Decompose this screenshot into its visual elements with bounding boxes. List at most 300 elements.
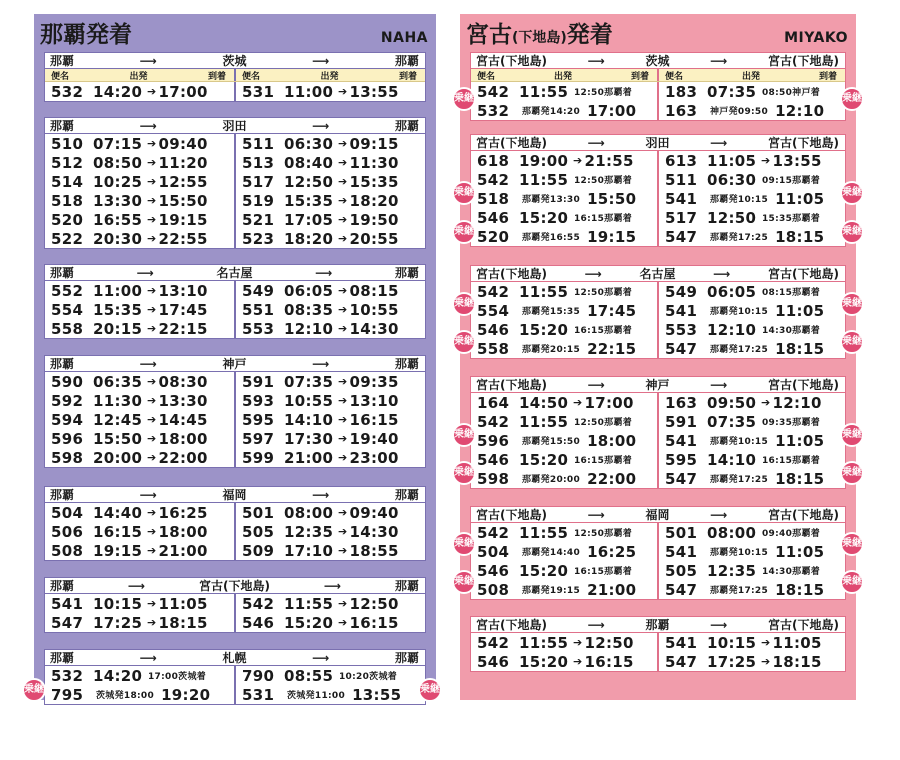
- departure-time: 11:55: [519, 82, 569, 101]
- flight-entry: [657, 542, 845, 561]
- arrow-icon: ➔: [338, 597, 348, 610]
- departure-time: 20:00: [93, 448, 143, 467]
- route-arrow: ⟶: [710, 135, 728, 150]
- arrow-icon: ➔: [338, 303, 348, 316]
- arrow-icon: ➔: [761, 154, 771, 167]
- transfer-badge: 乗継: [840, 461, 864, 485]
- route-return: 宮古(下地島): [768, 54, 840, 68]
- flight-entry: [471, 561, 657, 580]
- connection-note: 16:15那覇着: [574, 567, 633, 577]
- arrow-icon: ➔: [147, 525, 157, 538]
- arrival-time: 18:00: [158, 429, 208, 448]
- flight-number: 596: [51, 429, 84, 448]
- connection-note: 那覇発17:25: [710, 475, 769, 485]
- timetable-row: [471, 82, 845, 101]
- arrow-icon: ➔: [761, 636, 771, 649]
- flight-entry: [657, 339, 845, 358]
- transfer-badge: 乗継: [840, 87, 864, 111]
- departure-time: 08:00: [284, 503, 334, 522]
- connection-note: 那覇発19:15: [522, 586, 581, 596]
- connection-note: 神戸発09:50: [710, 107, 769, 117]
- route-destination: 茨城: [645, 54, 670, 68]
- departure-time: 17:30: [284, 429, 334, 448]
- flight-number: 542: [477, 523, 510, 542]
- flight-entry: [471, 542, 657, 561]
- flight-entry: [471, 208, 657, 227]
- route-arrow: ⟶: [139, 487, 157, 502]
- arrow-icon: ➔: [338, 137, 348, 150]
- departure-time: 11:55: [519, 523, 569, 542]
- flight-number: 598: [51, 448, 84, 467]
- column-header-group: [234, 69, 425, 81]
- arrival-time: 13:10: [158, 281, 208, 300]
- route-block: [44, 52, 426, 102]
- departure-time: 15:20: [519, 652, 569, 671]
- timetable-row: [45, 281, 425, 300]
- arrival-time: 11:05: [775, 189, 825, 208]
- departure-time: 08:40: [284, 153, 334, 172]
- departure-time: 16:55: [93, 210, 143, 229]
- timetable-row: [45, 372, 425, 391]
- flight-number: 547: [51, 613, 84, 632]
- flight-number: 504: [51, 503, 84, 522]
- departure-time: 17:25: [93, 613, 143, 632]
- route-arrow: ⟶: [587, 507, 605, 522]
- departure-time: 14:40: [93, 503, 143, 522]
- route-destination: 福岡: [645, 508, 670, 522]
- flight-entry: [471, 227, 657, 246]
- arrow-icon: ➔: [338, 85, 348, 98]
- flight-entry: [471, 282, 657, 301]
- arrival-time: 18:55: [349, 541, 399, 560]
- arrow-icon: ➔: [338, 375, 348, 388]
- arrival-time: 18:15: [775, 469, 825, 488]
- transfer-badge: 乗継: [452, 532, 476, 556]
- flight-entry: [471, 523, 657, 542]
- arrival-time: 16:15: [349, 410, 399, 429]
- naha-code: NAHA: [380, 30, 428, 46]
- flight-number: 546: [477, 450, 510, 469]
- departure-time: 09:50: [707, 393, 757, 412]
- arrival-time: 22:15: [158, 319, 208, 338]
- flight-entry: [45, 229, 234, 248]
- arrival-time: 18:15: [158, 613, 208, 632]
- arrival-time: 12:50: [349, 594, 399, 613]
- connection-note: 14:30那覇着: [762, 567, 821, 577]
- route-destination: 神戸: [222, 357, 247, 371]
- flight-number: 553: [665, 320, 698, 339]
- flight-entry: [657, 469, 845, 488]
- route-header: [45, 578, 425, 594]
- transfer-badge: 乗継: [452, 423, 476, 447]
- flight-entry: [234, 666, 425, 685]
- timetable-row: [471, 101, 845, 120]
- flight-entry: [234, 210, 425, 229]
- flight-entry: [657, 151, 845, 170]
- arrival-time: 14:45: [158, 410, 208, 429]
- arrival-time: 18:00: [587, 431, 637, 450]
- timetable-row: [471, 469, 845, 488]
- route-destination: 宮古(下地島): [199, 579, 270, 593]
- departure-time: 07:35: [707, 82, 757, 101]
- arrival-time: 15:50: [587, 189, 637, 208]
- flight-entry: [45, 134, 234, 153]
- arrival-time: 16:25: [587, 542, 637, 561]
- naha-panel: [24, 14, 440, 704]
- route-header: [471, 53, 845, 69]
- departure-time: 08:50: [93, 153, 143, 172]
- departure-time: 10:55: [284, 391, 334, 410]
- flight-number: 518: [477, 189, 510, 208]
- departure-time: 11:55: [519, 633, 569, 652]
- flight-entry: [657, 282, 845, 301]
- route-origin: 宮古(下地島): [476, 378, 547, 392]
- flight-number: 558: [477, 339, 510, 358]
- arrival-time: 13:10: [349, 391, 399, 410]
- flight-entry: [234, 391, 425, 410]
- timetable-row: [45, 613, 425, 632]
- arrow-icon: ➔: [338, 284, 348, 297]
- flight-entry: [471, 412, 657, 431]
- flight-entry: [657, 170, 845, 189]
- flight-number: 546: [477, 208, 510, 227]
- departure-time: 11:00: [284, 82, 334, 101]
- connection-note: 那覇発17:25: [710, 586, 769, 596]
- route-origin: 宮古(下地島): [476, 267, 547, 281]
- flight-number: 598: [477, 469, 510, 488]
- arrow-icon: ➔: [338, 322, 348, 335]
- flight-entry: [471, 339, 657, 358]
- timetable-row: [471, 227, 845, 246]
- route-return: 宮古(下地島): [768, 378, 840, 392]
- connection-note: 09:35那覇着: [762, 418, 821, 428]
- arrival-time: 10:55: [349, 300, 399, 319]
- flight-number: 542: [477, 282, 510, 301]
- arrow-icon: ➔: [147, 394, 157, 407]
- arrival-time: 11:05: [158, 594, 208, 613]
- flight-entry: [657, 227, 845, 246]
- route-arrow: ⟶: [312, 118, 330, 133]
- flight-number: 541: [665, 633, 698, 652]
- route-return: 那覇: [395, 488, 420, 502]
- route-origin: 宮古(下地島): [476, 54, 547, 68]
- connection-note: 茨城発18:00: [96, 691, 155, 701]
- flight-entry: [234, 372, 425, 391]
- timetable-row: [45, 191, 425, 210]
- route-destination: 茨城: [222, 54, 247, 68]
- connection-note: 10:20茨城着: [339, 672, 398, 682]
- route-arrow: ⟶: [587, 135, 605, 150]
- departure-time: 17:10: [284, 541, 334, 560]
- route-origin: 那覇: [50, 266, 75, 280]
- route-header: [45, 118, 425, 134]
- flight-number: 541: [665, 189, 698, 208]
- arrival-time: 21:55: [584, 151, 634, 170]
- departure-time: 10:15: [707, 633, 757, 652]
- arrow-icon: ➔: [147, 137, 157, 150]
- route-rows: [45, 281, 425, 338]
- departure-time: 12:10: [284, 319, 334, 338]
- arrow-icon: ➔: [573, 655, 583, 668]
- flight-number: 519: [242, 191, 275, 210]
- route-arrow: ⟶: [139, 650, 157, 665]
- connection-note: 那覇発10:15: [710, 195, 769, 205]
- transfer-badge: 乗継: [840, 292, 864, 316]
- transfer-badge: 乗継: [452, 461, 476, 485]
- flight-number: 795: [51, 685, 84, 704]
- route-origin: 宮古(下地島): [476, 508, 547, 522]
- flight-entry: [45, 685, 234, 704]
- timetable-row: [471, 282, 845, 301]
- flight-entry: [234, 172, 425, 191]
- route-arrow: ⟶: [323, 578, 342, 593]
- flight-entry: [45, 429, 234, 448]
- arrow-icon: ➔: [147, 232, 157, 245]
- timetable-row: [45, 134, 425, 153]
- arrow-icon: ➔: [338, 432, 348, 445]
- connection-note: 08:15那覇着: [762, 288, 821, 298]
- route-rows: [471, 82, 845, 120]
- flight-entry: [234, 153, 425, 172]
- connection-note: 那覇発10:15: [710, 307, 769, 317]
- flight-number: 508: [51, 541, 84, 560]
- route-return: 那覇: [395, 54, 420, 68]
- route-arrow: ⟶: [312, 356, 330, 371]
- flight-entry: [234, 429, 425, 448]
- flight-number: 547: [665, 469, 698, 488]
- flight-number: 542: [477, 170, 510, 189]
- connection-note: 那覇発14:20: [522, 107, 581, 117]
- departure-time: 11:55: [519, 170, 569, 189]
- flight-number: 513: [242, 153, 275, 172]
- departure-time: 14:50: [519, 393, 569, 412]
- flight-number: 532: [477, 101, 510, 120]
- connection-note: 那覇発14:40: [522, 548, 581, 558]
- route-arrow: ⟶: [312, 53, 330, 68]
- arrival-time: 18:15: [772, 652, 822, 671]
- arrow-icon: ➔: [147, 156, 157, 169]
- route-arrow: ⟶: [710, 617, 728, 632]
- flight-number: 554: [51, 300, 84, 319]
- departure-time: 11:30: [93, 391, 143, 410]
- route-rows: [45, 82, 425, 101]
- column-header-group: [657, 69, 845, 81]
- route-destination: 名古屋: [216, 266, 253, 280]
- connection-note: 那覇発10:15: [710, 548, 769, 558]
- departure-time: 11:05: [707, 151, 757, 170]
- arrival-time: 22:55: [158, 229, 208, 248]
- arrow-icon: ➔: [338, 544, 348, 557]
- arrival-time: 12:10: [772, 393, 822, 412]
- departure-time: 06:30: [284, 134, 334, 153]
- flight-entry: [471, 652, 657, 671]
- arrival-time: 08:15: [349, 281, 399, 300]
- route-rows: [471, 633, 845, 671]
- timetable-row: [45, 429, 425, 448]
- timetable-row: [45, 82, 425, 101]
- arrival-time: 19:15: [158, 210, 208, 229]
- route-block: [470, 506, 846, 600]
- route-header: [471, 377, 845, 393]
- column-header: [45, 69, 425, 82]
- transfer-badge: 乗継: [840, 220, 864, 244]
- route-block: [470, 134, 846, 247]
- flight-entry: [45, 300, 234, 319]
- route-return: 宮古(下地島): [768, 267, 840, 281]
- arrival-time: 09:40: [158, 134, 208, 153]
- route-return: 宮古(下地島): [768, 618, 840, 632]
- route-rows: [471, 151, 845, 246]
- route-header: [471, 266, 845, 282]
- flight-entry: [45, 522, 234, 541]
- timetable-row: [45, 153, 425, 172]
- transfer-badge: 乗継: [452, 181, 476, 205]
- flight-number: 520: [477, 227, 510, 246]
- flight-number: 509: [242, 541, 275, 560]
- arrow-icon: ➔: [147, 597, 157, 610]
- route-block: [470, 52, 846, 121]
- connection-note: 12:50那覇着: [574, 88, 633, 98]
- arrow-icon: ➔: [338, 175, 348, 188]
- timetable-row: [45, 391, 425, 410]
- flight-number: 547: [665, 227, 698, 246]
- route-arrow: ⟶: [587, 617, 605, 632]
- connection-note: 17:00茨城着: [148, 672, 207, 682]
- col-depart-label: 出発: [741, 71, 760, 82]
- departure-time: 10:25: [93, 172, 143, 191]
- departure-time: 19:15: [93, 541, 143, 560]
- flight-entry: [234, 594, 425, 613]
- connection-note: 16:15那覇着: [574, 214, 633, 224]
- arrival-time: 13:55: [772, 151, 822, 170]
- departure-time: 07:15: [93, 134, 143, 153]
- flight-entry: [657, 431, 845, 450]
- timetable-row: [45, 522, 425, 541]
- departure-time: 06:30: [707, 170, 757, 189]
- arrival-time: 17:45: [587, 301, 637, 320]
- transfer-badge: 乗継: [840, 330, 864, 354]
- timetable-row: [45, 685, 425, 704]
- flight-entry: [471, 393, 657, 412]
- connection-note: 15:35那覇着: [762, 214, 821, 224]
- departure-time: 13:30: [93, 191, 143, 210]
- route-rows: [45, 594, 425, 632]
- route-header: [45, 487, 425, 503]
- flight-number: 553: [242, 319, 275, 338]
- flight-entry: [45, 613, 234, 632]
- route-destination: 福岡: [222, 488, 247, 502]
- departure-time: 08:00: [707, 523, 757, 542]
- departure-time: 21:00: [284, 448, 334, 467]
- flight-entry: [234, 300, 425, 319]
- timetable-row: [471, 523, 845, 542]
- route-block: [470, 376, 846, 489]
- route-destination: 羽田: [645, 136, 670, 150]
- arrival-time: 18:00: [158, 522, 208, 541]
- flight-number: 790: [242, 666, 275, 685]
- flight-number: 547: [665, 580, 698, 599]
- flight-number: 541: [665, 542, 698, 561]
- departure-time: 07:35: [284, 372, 334, 391]
- arrow-icon: ➔: [573, 636, 583, 649]
- route-arrow: ⟶: [139, 356, 157, 371]
- flight-number: 595: [242, 410, 275, 429]
- flight-number: 523: [242, 229, 275, 248]
- timetable-row: [45, 319, 425, 338]
- route-block: [44, 486, 426, 561]
- flight-number: 504: [477, 542, 510, 561]
- arrival-time: 16:25: [158, 503, 208, 522]
- arrival-time: 08:30: [158, 372, 208, 391]
- arrow-icon: ➔: [147, 616, 157, 629]
- transfer-badge: 乗継: [418, 678, 442, 702]
- flight-entry: [234, 82, 425, 101]
- route-origin: 那覇: [50, 357, 75, 371]
- route-rows: [45, 372, 425, 467]
- departure-time: 15:20: [284, 613, 334, 632]
- flight-number: 532: [51, 666, 84, 685]
- flight-entry: [234, 613, 425, 632]
- col-arrive-label: 到着: [207, 71, 226, 82]
- col-flight-label: 便名: [242, 71, 261, 82]
- flight-entry: [234, 448, 425, 467]
- flight-entry: [657, 320, 845, 339]
- flight-number: 552: [51, 281, 84, 300]
- departure-time: 11:55: [519, 282, 569, 301]
- timetable-row: [471, 208, 845, 227]
- route-arrow: ⟶: [312, 487, 330, 502]
- arrow-icon: ➔: [761, 655, 771, 668]
- arrival-time: 11:05: [775, 431, 825, 450]
- flight-number: 517: [242, 172, 275, 191]
- flight-entry: [471, 633, 657, 652]
- flight-number: 531: [242, 82, 275, 101]
- timetable-row: [471, 542, 845, 561]
- departure-time: 12:35: [707, 561, 757, 580]
- departure-time: 12:50: [707, 208, 757, 227]
- flight-entry: [45, 191, 234, 210]
- flight-entry: [45, 410, 234, 429]
- route-arrow: ⟶: [139, 118, 157, 133]
- arrival-time: 20:55: [349, 229, 399, 248]
- route-header: [471, 507, 845, 523]
- transfer-badge: 乗継: [840, 423, 864, 447]
- departure-time: 14:10: [284, 410, 334, 429]
- flight-entry: [657, 652, 845, 671]
- miyako-code: MIYAKO: [784, 30, 848, 46]
- connection-note: 那覇発10:15: [710, 437, 769, 447]
- arrival-time: 23:00: [349, 448, 399, 467]
- arrow-icon: ➔: [338, 213, 348, 226]
- departure-time: 15:35: [284, 191, 334, 210]
- flight-number: 541: [665, 301, 698, 320]
- flight-number: 590: [51, 372, 84, 391]
- departure-time: 14:20: [93, 82, 143, 101]
- connection-note: 12:50那覇着: [574, 176, 633, 186]
- route-rows: [471, 393, 845, 488]
- flight-number: 511: [665, 170, 698, 189]
- route-return: 那覇: [395, 266, 420, 280]
- connection-note: 那覇発20:15: [522, 345, 581, 355]
- connection-note: 那覇発15:35: [522, 307, 581, 317]
- arrival-time: 22:00: [158, 448, 208, 467]
- departure-time: 17:05: [284, 210, 334, 229]
- flight-number: 597: [242, 429, 275, 448]
- arrow-icon: ➔: [147, 322, 157, 335]
- route-rows: [471, 282, 845, 358]
- route-origin: 那覇: [50, 651, 75, 665]
- col-flight-label: 便名: [51, 71, 70, 82]
